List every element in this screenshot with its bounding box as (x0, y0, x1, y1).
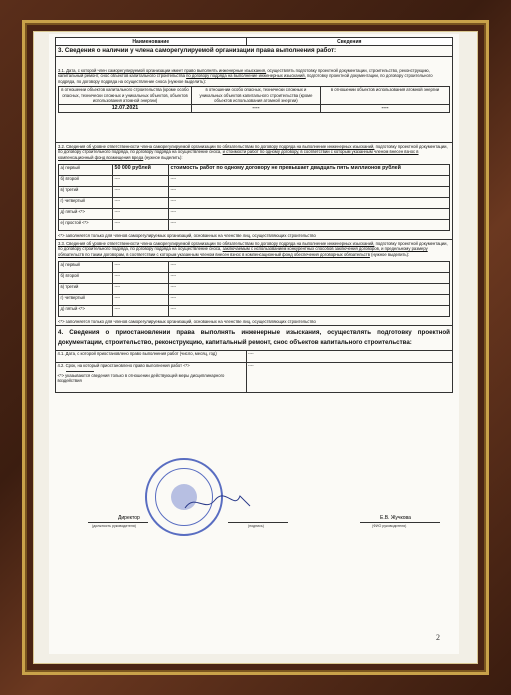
item32-row (56, 143, 453, 240)
signature-mark (180, 488, 260, 518)
level-label: г) четвертый (59, 197, 113, 208)
level-row (59, 219, 450, 230)
section4-title-row (56, 326, 453, 351)
item33-text: 3.3. Сведения об уровне ответственности члена саморегулируемой организации по обязательствам по договору подряда на выполнение инженерных изысканий, подготовку проектной документации, по договору строительного подряда, по договору подряда на осуществление сноса, заключаемым с использованием конкурентных способов заключения договоров, и предельному размеру обязательств по таким договорам, в соответствии с которым указанным членом внесен взнос в компенсационный фонд обеспечения договорных обязательств (нужное выделить): (58, 241, 448, 257)
name-caption: (ФИО руководителя) (372, 524, 407, 528)
item42-value: ---- (246, 362, 452, 392)
table-header (56, 38, 453, 46)
level-amount: ---- (113, 197, 169, 208)
header-name: Наименование (56, 38, 247, 46)
item32-note: <*> заполняется только для членов саморегулируемых организаций, основанных на членстве лиц, осуществляющих строительство (58, 232, 316, 238)
item32-table (58, 164, 450, 231)
level-row (59, 294, 450, 305)
section3-title: 3. Сведения о наличии у члена саморегулируемой организации права выполнения работ: (56, 46, 453, 57)
level-description: ---- (169, 305, 450, 316)
level-amount: ---- (113, 305, 169, 316)
item32-text: 3.2. Сведения об уровне ответственности члена саморегулируемой организации по обязательствам по договору подряда на выполнение инженерных изысканий, подготовку проектной документации, по договору строительного подряда, по договору подряда на осуществление сноса, и стоимости работ по одному договору, в соответствии с которым указанным членом внесен взнос в компенсационный фонд возмещения вреда (нужное выделить): (58, 144, 448, 160)
level-description: ---- (169, 197, 450, 208)
level-row (59, 208, 450, 219)
level-row (59, 186, 450, 197)
level-description: ---- (169, 272, 450, 283)
level-label: г) четвертый (59, 294, 113, 305)
level-amount: ---- (113, 261, 169, 272)
level-amount: ---- (113, 219, 169, 230)
level-label: б) второй (59, 272, 113, 283)
item33-table (58, 261, 450, 317)
item31-date: 12.07.2021 (59, 104, 192, 113)
level-row (59, 175, 450, 186)
level-label: а) первый (59, 164, 113, 175)
level-row (59, 272, 450, 283)
level-amount: ---- (113, 294, 169, 305)
level-row (59, 305, 450, 316)
item42-label: 4.2. Срок, на который приостановлено право выполнения работ <*> (57, 363, 190, 369)
item31-row (56, 57, 453, 143)
level-description: ---- (169, 186, 450, 197)
level-label: в) третий (59, 283, 113, 294)
main-table (55, 37, 453, 393)
header-info: Сведения (246, 38, 452, 46)
position-caption: (должность руководителя) (92, 524, 136, 528)
sign-caption: (подпись) (248, 524, 264, 528)
level-amount: ---- (113, 186, 169, 197)
level-label: в) третий (59, 186, 113, 197)
level-description: стоимость работ по одному договору не превышает двадцать пять миллионов рублей (169, 164, 450, 175)
level-description: ---- (169, 283, 450, 294)
level-amount: 50 000 рублей (113, 164, 169, 175)
item33-row (56, 240, 453, 326)
item41-row (56, 350, 453, 362)
signer-name: Е.В. Жучкова (380, 515, 411, 521)
item41-value: ---- (246, 350, 452, 362)
level-row (59, 197, 450, 208)
level-description: ---- (169, 219, 450, 230)
document-content (55, 37, 453, 393)
page-number: 2 (436, 633, 440, 642)
item42-note: <*> указываются сведения только в отношении действующей меры дисциплинарного воздействия (57, 372, 225, 383)
item31-table: в отношении объектов капитального строительства (кроме особо опасных, технически сложных и уникальных объектов, объектов использования атомной энергии) в отношении особо опасных, технически сложных и уникальных объектов капитального строительства (кроме объектов использования атомной энергии) в отношении объектов использования атомной энергии 12.07.2021 ---- ---- (58, 86, 450, 113)
item31-text: 3.1. Дата, с которой член саморегулируемой организации имеет право выполнять инженерные изыскания, осуществлять подготовку проектной документации, строительство, реконструкцию, капитальный ремонт, снос объектов капитального строительства по договору подряда на выполнение инженерных изысканий, подготовку проектной документации, по договору строительного подряда, по договору подряда на осуществление сноса (нужное выделить): (58, 68, 433, 84)
level-label: б) второй (59, 175, 113, 186)
section4-title: 4. Сведения о приостановлении права выполнять инженерные изыскания, осуществлять подготовку проектной документации, строительство, реконструкцию, капитальный ремонт, снос объектов капитального строительства: (56, 326, 453, 351)
level-description: ---- (169, 175, 450, 186)
level-row (59, 164, 450, 175)
section3-title-row (56, 46, 453, 57)
level-amount: ---- (113, 208, 169, 219)
item41-label: 4.1. Дата, с которой приостановлено право выполнения работ (число, месяц, год) (56, 350, 247, 362)
level-amount: ---- (113, 283, 169, 294)
level-amount: ---- (113, 272, 169, 283)
level-label: а) первый (59, 261, 113, 272)
level-row (59, 283, 450, 294)
level-description: ---- (169, 294, 450, 305)
level-description: ---- (169, 261, 450, 272)
item33-note: <*> заполняется только для членов саморегулируемых организаций, основанных на членстве лиц, осуществляющих строительство (58, 318, 316, 324)
level-label: д) пятый <*> (59, 208, 113, 219)
level-label: е) простой <*> (59, 219, 113, 230)
level-label: д) пятый <*> (59, 305, 113, 316)
level-description: ---- (169, 208, 450, 219)
level-amount: ---- (113, 175, 169, 186)
level-row (59, 261, 450, 272)
signer-position: Директор (118, 515, 140, 521)
item42-row (56, 362, 453, 392)
